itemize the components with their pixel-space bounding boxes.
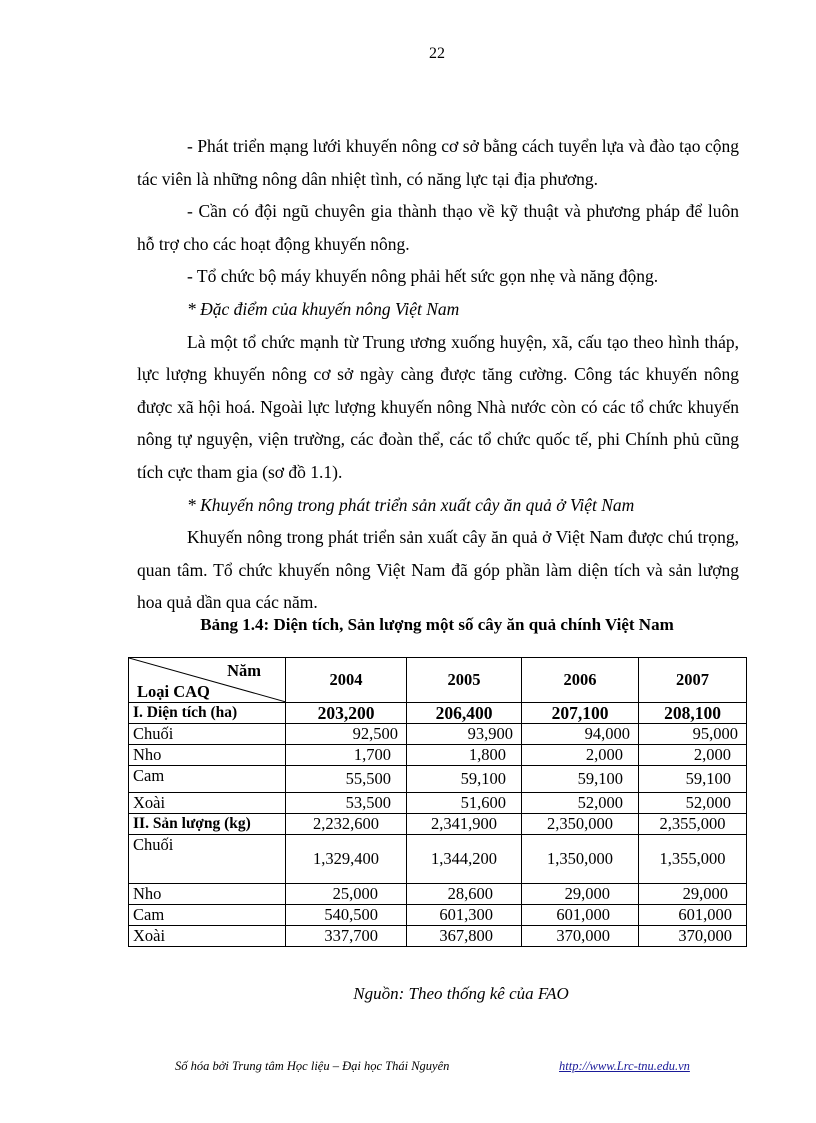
- cell-value: 337,700: [286, 926, 407, 947]
- row-label: Cam: [129, 766, 286, 793]
- cell-value: 207,100: [522, 703, 639, 724]
- cell-value: 93,900: [407, 724, 522, 745]
- cell-value: 370,000: [522, 926, 639, 947]
- cell-value: 92,500: [286, 724, 407, 745]
- paragraph: - Cần có đội ngũ chuyên gia thành thạo về kỹ thuật và phương pháp để luôn hỗ trợ cho các hoạt động khuyến nông.: [137, 201, 739, 254]
- row-label: II. Sản lượng (kg): [129, 814, 286, 835]
- cell-value: 2,355,000: [639, 814, 747, 835]
- table-row: [129, 724, 747, 745]
- table-row: [129, 884, 747, 905]
- cell-value: 95,000: [639, 724, 747, 745]
- header-year: 2007: [639, 658, 747, 703]
- cell-value: 370,000: [639, 926, 747, 947]
- table-row: [129, 905, 747, 926]
- row-label: Chuối: [129, 835, 286, 884]
- paragraph: Là một tổ chức mạnh từ Trung ương xuống huyện, xã, cấu tạo theo hình tháp, lực lượng khuyến nông cơ sở ngày càng được tăng cường. Công tác khuyến nông được xã hội hoá. Ngoài lực lượng khuyến nông Nhà nước còn có các tổ chức khuyến nông tự nguyện, viện trường, các đoàn thể, các tổ chức quốc tế, phi Chính phủ cũng tích cực tham gia (sơ đồ 1.1).: [137, 331, 739, 482]
- cell-value: 203,200: [286, 703, 407, 724]
- cell-value: 55,500: [286, 766, 407, 793]
- table-header-row: [129, 658, 747, 703]
- cell-value: 2,350,000: [522, 814, 639, 835]
- table-row: [129, 926, 747, 947]
- row-label: Nho: [129, 745, 286, 766]
- cell-value: 51,600: [407, 793, 522, 814]
- table-row: [129, 703, 747, 724]
- cell-value: 29,000: [639, 884, 747, 905]
- row-label: Chuối: [129, 724, 286, 745]
- cell-value: 52,000: [522, 793, 639, 814]
- fruit-tree-table: [128, 657, 747, 947]
- cell-value: 2,000: [522, 745, 639, 766]
- cell-value: 25,000: [286, 884, 407, 905]
- cell-value: 59,100: [522, 766, 639, 793]
- cell-value: 53,500: [286, 793, 407, 814]
- paragraph: - Phát triển mạng lưới khuyến nông cơ sở bằng cách tuyển lựa và đào tạo cộng tác viên là những nông dân nhiệt tình, có năng lực tại địa phương.: [137, 136, 739, 189]
- cell-value: 601,300: [407, 905, 522, 926]
- paragraph: Khuyến nông trong phát triển sản xuất cây ăn quả ở Việt Nam được chú trọng, quan tâm. Tổ chức khuyến nông Việt Nam đã góp phần làm diện tích và sản lượng hoa quả dần qua các năm.: [137, 527, 739, 613]
- cell-value: 2,232,600: [286, 814, 407, 835]
- header-year: 2006: [522, 658, 639, 703]
- cell-value: 28,600: [407, 884, 522, 905]
- cell-value: 601,000: [522, 905, 639, 926]
- cell-value: 94,000: [522, 724, 639, 745]
- table-caption: Bảng 1.4: Diện tích, Sản lượng một số cây ăn quả chính Việt Nam: [200, 615, 674, 634]
- cell-value: 1,355,000: [639, 835, 747, 884]
- table-row: [129, 814, 747, 835]
- cell-value: 59,100: [639, 766, 747, 793]
- table-row: [129, 766, 747, 793]
- header-year-label: Năm: [227, 661, 261, 680]
- cell-value: 2,341,900: [407, 814, 522, 835]
- cell-value: 52,000: [639, 793, 747, 814]
- cell-value: 206,400: [407, 703, 522, 724]
- table-row: [129, 835, 747, 884]
- cell-value: 367,800: [407, 926, 522, 947]
- cell-value: 1,344,200: [407, 835, 522, 884]
- cell-value: 1,329,400: [286, 835, 407, 884]
- row-label: Cam: [129, 905, 286, 926]
- footer-credit: Số hóa bởi Trung tâm Học liệu – Đại học Thái Nguyên: [175, 1059, 450, 1073]
- section-heading: * Khuyến nông trong phát triển sản xuất cây ăn quả ở Việt Nam: [187, 494, 635, 515]
- cell-value: 1,700: [286, 745, 407, 766]
- header-year: 2005: [407, 658, 522, 703]
- paragraph: - Tổ chức bộ máy khuyến nông phải hết sức gọn nhẹ và năng động.: [187, 266, 659, 287]
- header-year: 2004: [286, 658, 407, 703]
- body-text: [137, 130, 739, 619]
- section-heading: * Đặc điểm của khuyến nông Việt Nam: [187, 298, 460, 319]
- cell-value: 208,100: [639, 703, 747, 724]
- cell-value: 2,000: [639, 745, 747, 766]
- cell-value: 1,800: [407, 745, 522, 766]
- table-row: [129, 793, 747, 814]
- table-source: Nguồn: Theo thống kê của FAO: [353, 984, 569, 1003]
- cell-value: 540,500: [286, 905, 407, 926]
- table-row: [129, 745, 747, 766]
- row-label: Nho: [129, 884, 286, 905]
- cell-value: 601,000: [639, 905, 747, 926]
- row-label: I. Diện tích (ha): [129, 703, 286, 724]
- cell-value: 1,350,000: [522, 835, 639, 884]
- row-label: Xoài: [129, 793, 286, 814]
- header-diagonal-cell: [129, 658, 286, 703]
- page-number: 22: [429, 45, 445, 62]
- row-label: Xoài: [129, 926, 286, 947]
- header-type-label: Loại CAQ: [137, 682, 210, 701]
- cell-value: 59,100: [407, 766, 522, 793]
- cell-value: 29,000: [522, 884, 639, 905]
- footer-link[interactable]: http://www.Lrc-tnu.edu.vn: [559, 1059, 690, 1073]
